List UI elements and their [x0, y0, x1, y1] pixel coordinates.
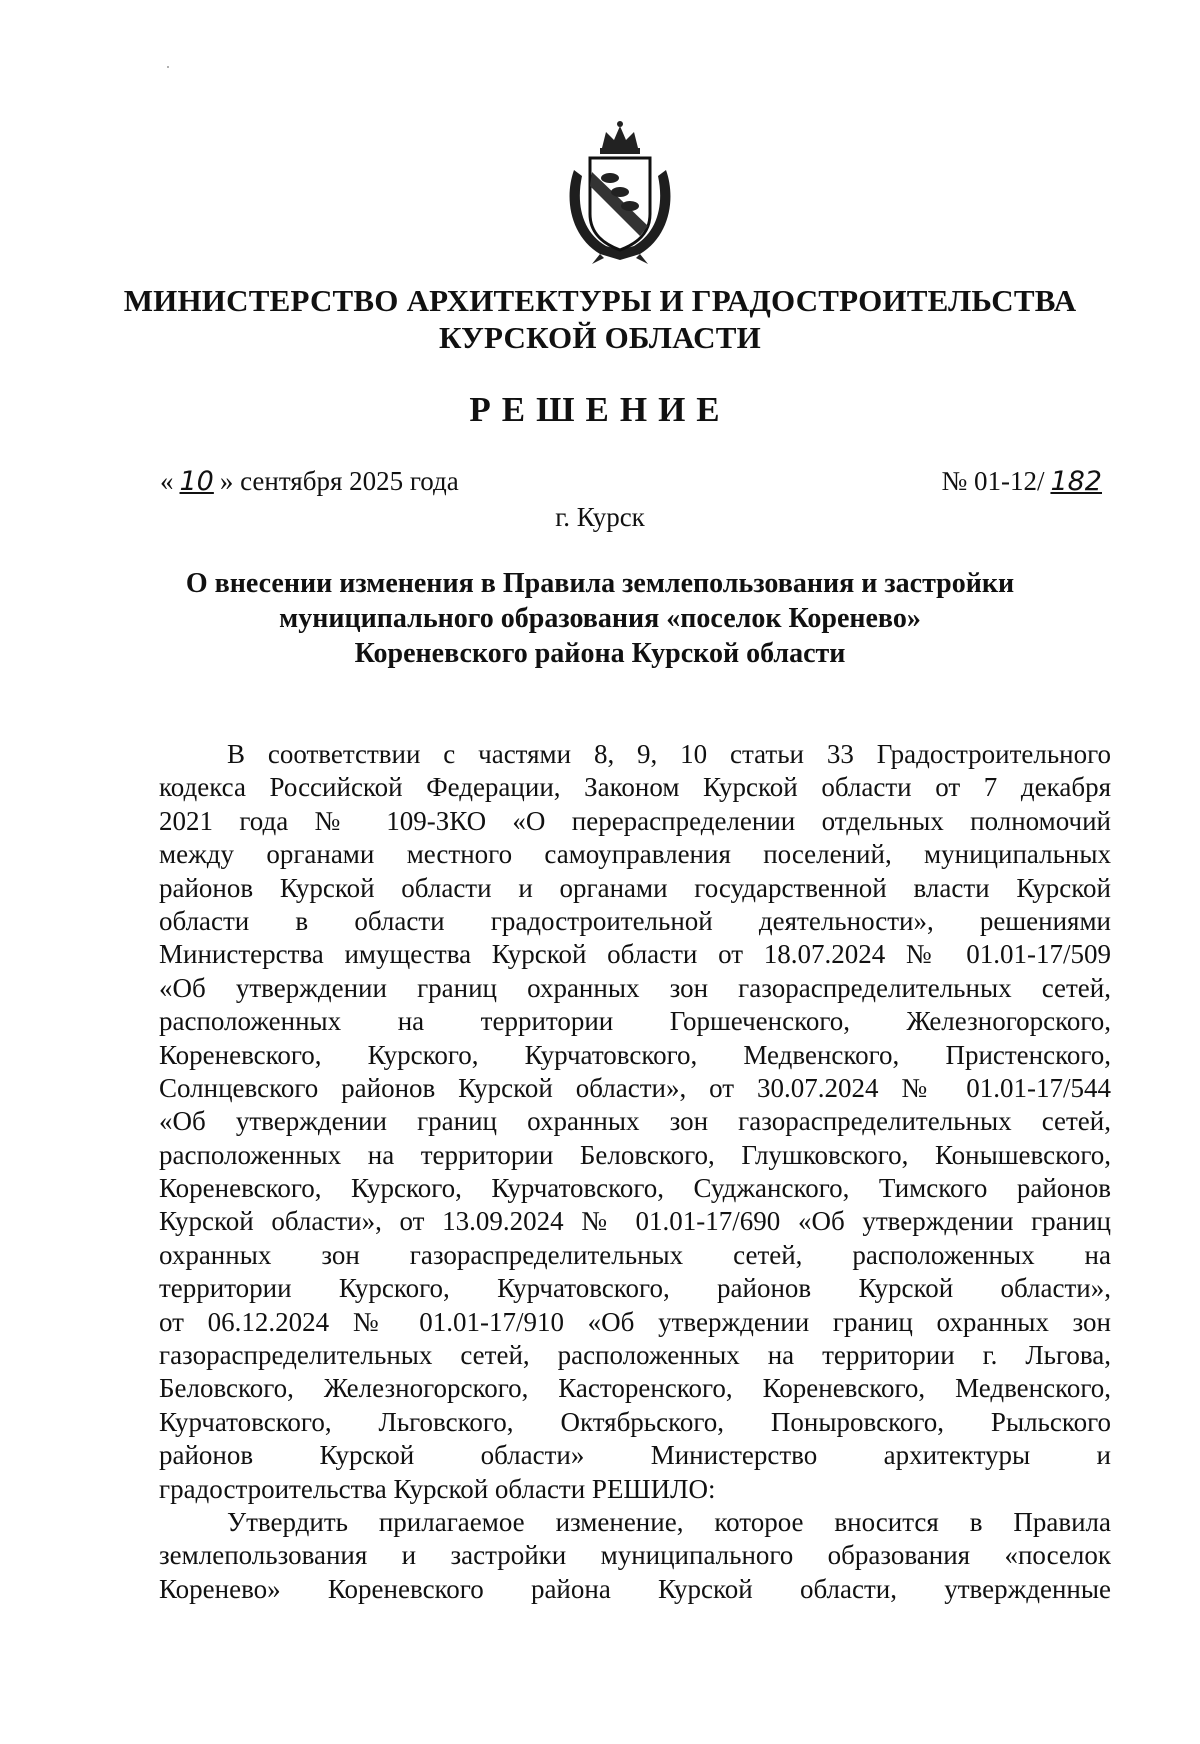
body-line: районов Курской области и органами государственной власти Курской [159, 872, 1111, 903]
body-line: Солнцевского районов Курской области», от 30.07.2024 № 01.01-17/544 [159, 1072, 1111, 1103]
body-line: Кореневского, Курского, Курчатовского, Суджанского, Тимского районов [159, 1173, 1111, 1204]
kursk-coat-of-arms-icon [560, 118, 680, 266]
body-line: Курской области», от 13.09.2024 № 01.01-17/690 «Об утверждении границ [159, 1206, 1111, 1237]
decision-title: РЕШЕНИЕ [469, 390, 731, 429]
body-text [159, 738, 1111, 1606]
number-handwritten: 182 [1050, 466, 1102, 497]
body-line: кодекса Российской Федерации, Законом Курской области от 7 декабря [159, 772, 1111, 803]
scan-speck [167, 66, 169, 68]
body-line: В соответствии с частями 8, 9, 10 статьи 33 Градостроительного [227, 739, 1111, 769]
body-line: Кореневского, Курского, Курчатовского, Медвенского, Пристенского, [159, 1039, 1111, 1070]
body-line: от 06.12.2024 № 01.01-17/910 «Об утверждении границ охранных зон [159, 1306, 1111, 1337]
body-line: «Об утверждении границ охранных зон газораспределительных сетей, [159, 1106, 1111, 1137]
body-line: Курчатовского, Льговского, Октябрьского, Поныровского, Рыльского [159, 1406, 1111, 1437]
body-line: области в области градостроительной деятельности», решениями [159, 905, 1111, 936]
body-line: районов Курской области» Министерство архитектуры и [159, 1440, 1111, 1471]
number-prefix: № 01-12/ [941, 466, 1045, 496]
ministry-name-line-2: КУРСКОЙ ОБЛАСТИ [439, 320, 761, 355]
date-open-quote: « [160, 466, 174, 496]
body-line: Утвердить прилагаемое изменение, которое вносится в Правила [227, 1506, 1111, 1537]
decision-number [941, 466, 1108, 497]
body-line: газораспределительных сетей, расположенных на территории г. Льгова, [159, 1340, 1111, 1371]
body-line: расположенных на территории Горшеченского, Железногорского, [159, 1006, 1111, 1037]
city: г. Курск [555, 502, 645, 532]
body-line: землепользования и застройки муниципального образования «поселок [159, 1540, 1111, 1571]
body-line: Министерства имущества Курской области от 18.07.2024 № 01.01-17/509 [159, 939, 1111, 970]
body-line: между органами местного самоуправления поселений, муниципальных [159, 839, 1111, 870]
subject-line-3: Кореневского района Курской области [354, 638, 846, 669]
body-line: Коренево» Кореневского района Курской области, утвержденные [159, 1573, 1111, 1604]
body-line: расположенных на территории Беловского, Глушковского, Конышевского, [159, 1139, 1111, 1170]
body-line: территории Курского, Курчатовского, районов Курской области», [159, 1273, 1111, 1304]
ministry-name-line-1: МИНИСТЕРСТВО АРХИТЕКТУРЫ И ГРАДОСТРОИТЕЛЬСТВА [123, 283, 1077, 318]
date-month-year: » сентября 2025 года [219, 466, 459, 496]
body-line: градостроительства Курской области РЕШИЛО: [159, 1473, 716, 1504]
subject-line-2: муниципального образования «поселок Коренево» [279, 603, 921, 634]
decision-date [160, 466, 459, 497]
body-line: «Об утверждении границ охранных зон газораспределительных сетей, [159, 972, 1111, 1003]
body-line: 2021 года № 109-ЗКО «О перераспределении отдельных полномочий [159, 805, 1111, 836]
date-day-handwritten: 10 [179, 466, 214, 497]
subject-line-1: О внесении изменения в Правила землепользования и застройки [185, 568, 1015, 599]
body-line: охранных зон газораспределительных сетей, расположенных на [159, 1239, 1111, 1270]
body-line: Беловского, Железногорского, Касторенского, Кореневского, Медвенского, [159, 1373, 1111, 1404]
